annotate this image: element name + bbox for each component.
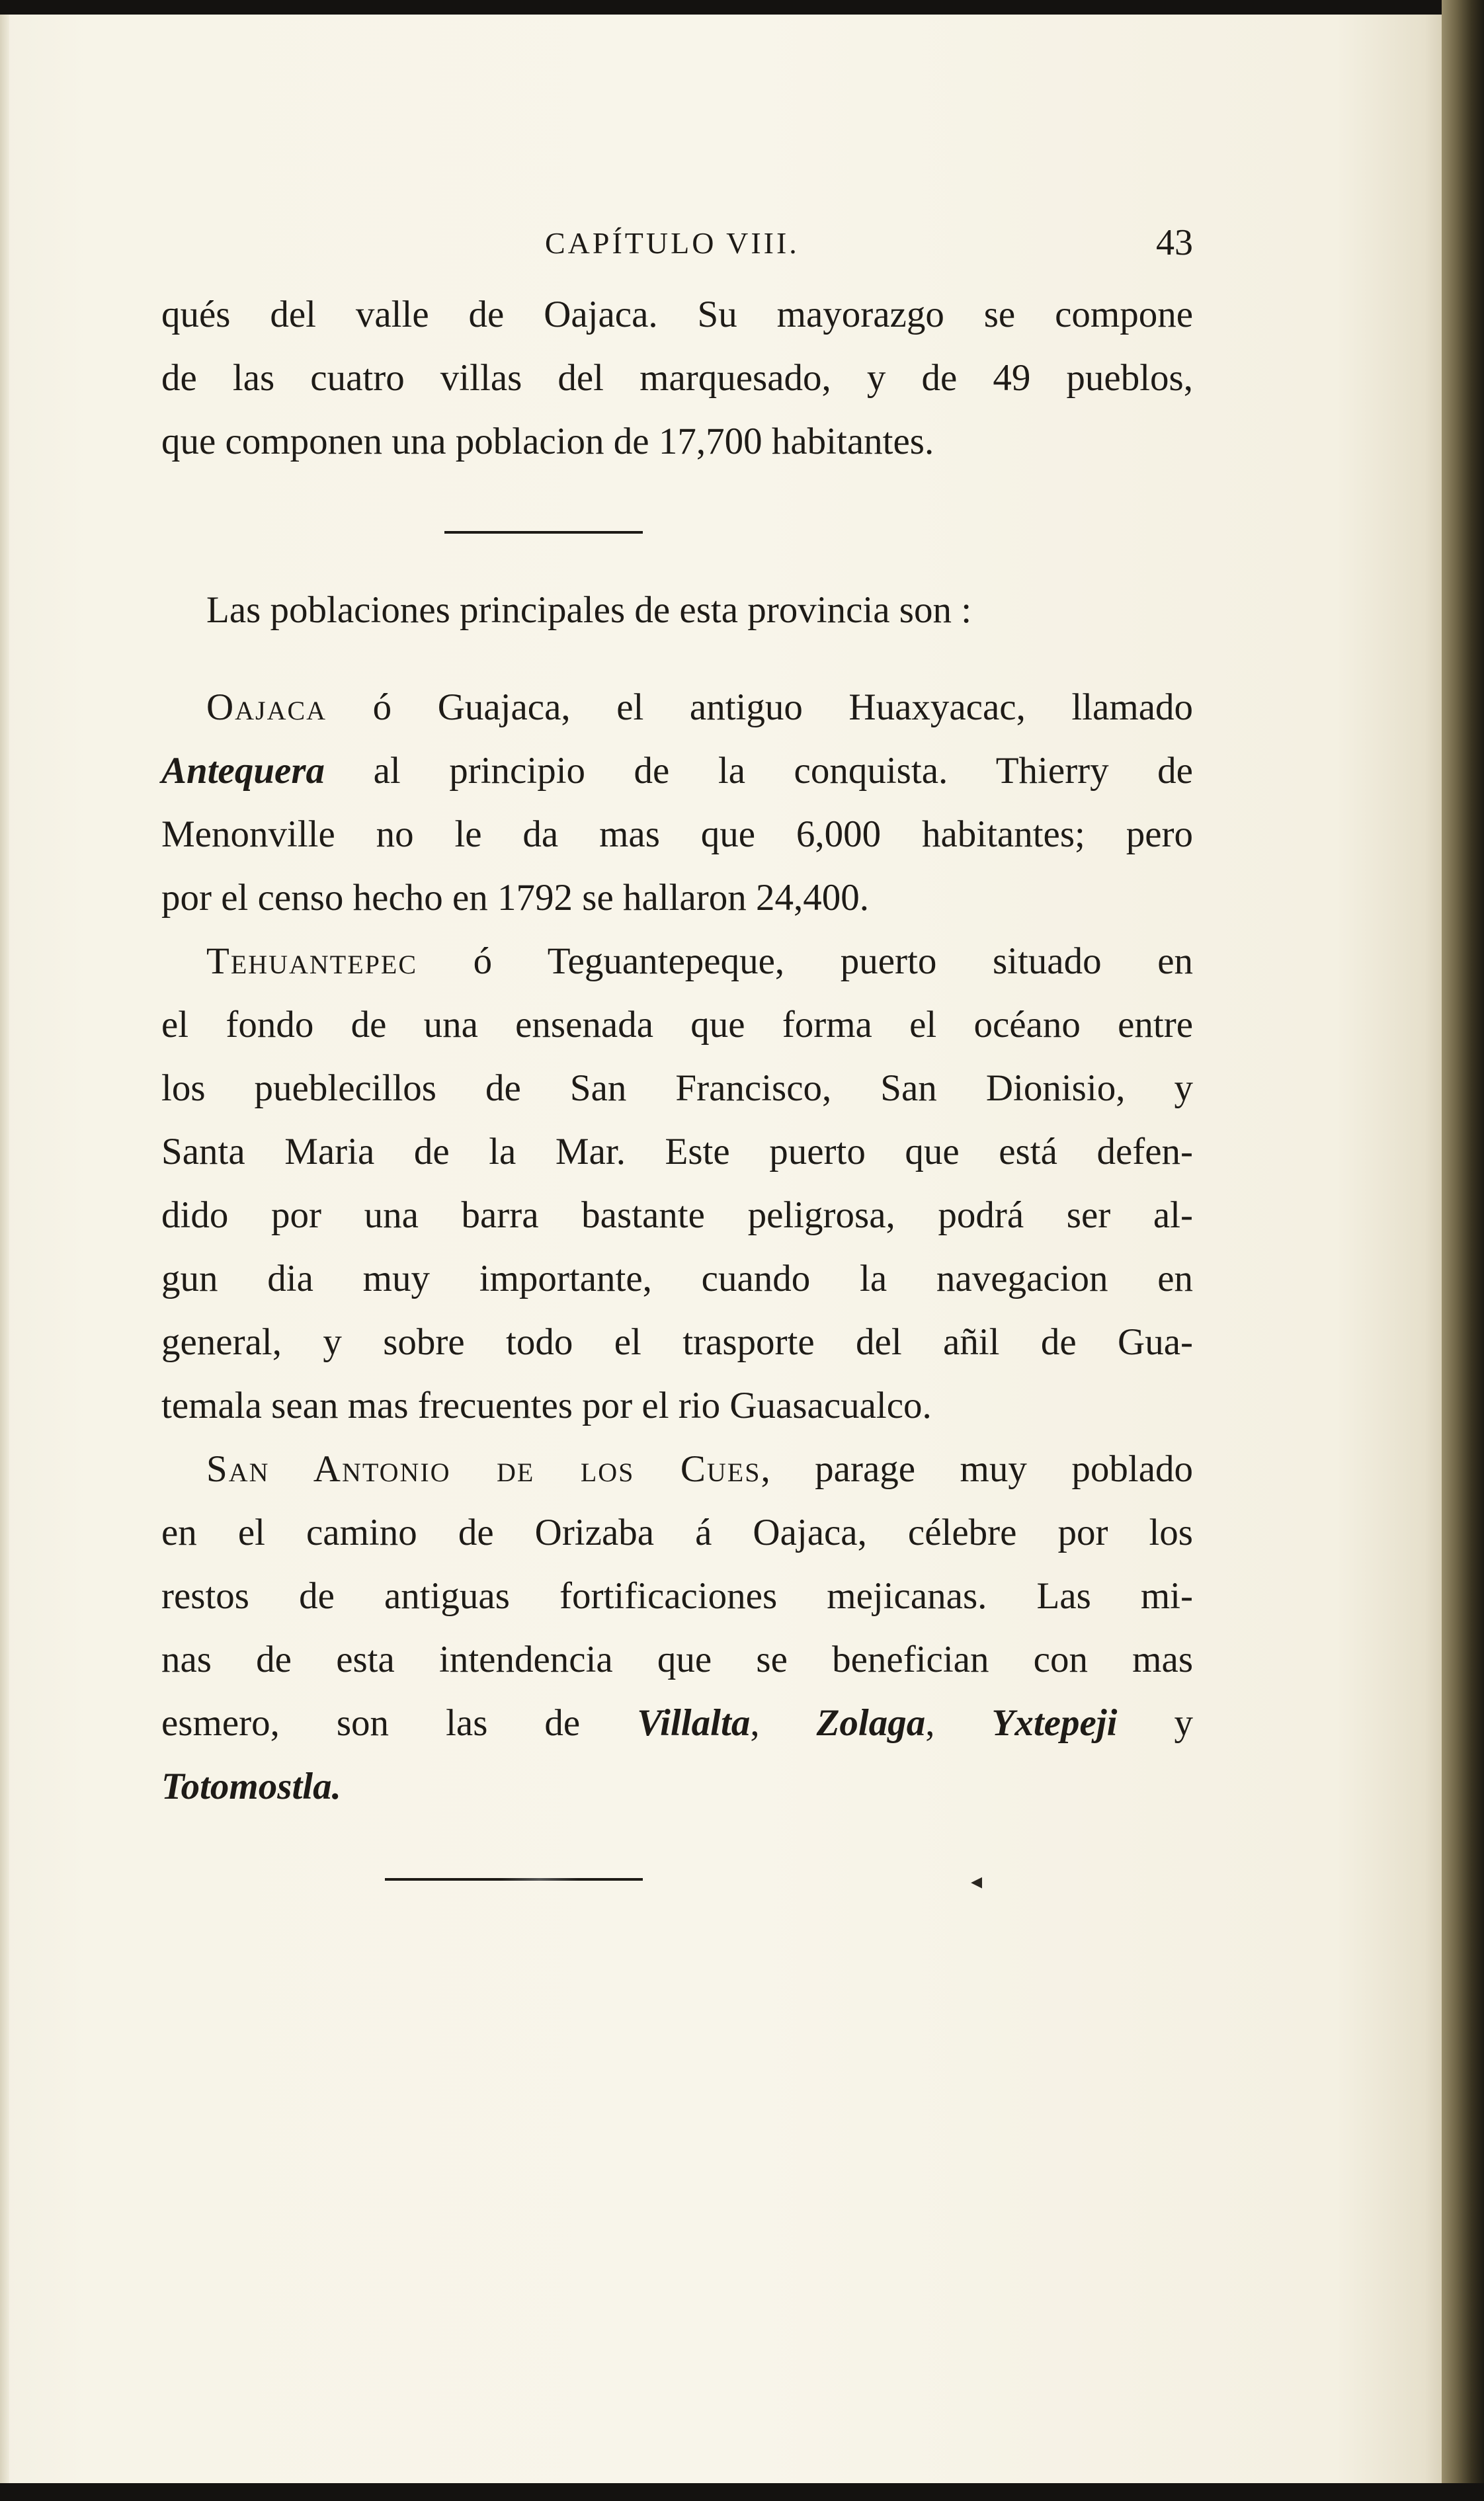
page-header: [161, 222, 1193, 268]
entry-tehuantepec-line: [161, 930, 1193, 993]
page-top-edge: [0, 0, 1484, 15]
mine-name: Yxtepeji: [991, 1702, 1118, 1744]
page-left-edge: [0, 0, 9, 2501]
page-number: 43: [1156, 222, 1193, 263]
ink-mark-icon: ◂: [971, 1869, 983, 1894]
text-line: por el censo hecho en 1792 se hallaron 24,400.: [161, 877, 870, 919]
text-line: general, y sobre todo el trasporte del añil de Gua-: [161, 1321, 1193, 1363]
text-run: ó Teguantepeque, puerto situado en: [417, 940, 1193, 982]
text-line: Menonville no le da mas que 6,000 habitantes; pero: [161, 813, 1193, 855]
entry-oajaca-line: [161, 676, 1193, 739]
text-line: restos de antiguas fortificaciones mejicanas. Las mi-: [161, 1575, 1193, 1617]
text-run: al principio de la conquista. Thierry de: [325, 750, 1193, 792]
page-bottom-edge: [0, 2483, 1484, 2501]
text-line: gun dia muy importante, cuando la navegacion en: [161, 1258, 1193, 1299]
text-line: que componen una poblacion de 17,700 habitantes.: [161, 421, 934, 462]
text-line: Santa Maria de la Mar. Este puerto que está defen-: [161, 1131, 1193, 1172]
text-line: dido por una barra bastante peligrosa, podrá ser al-: [161, 1194, 1193, 1236]
section-divider-rule: [444, 531, 643, 534]
mine-name: Villalta: [637, 1702, 751, 1744]
text-line: el fondo de una ensenada que forma el océano entre: [161, 1004, 1193, 1046]
running-head: CAPÍTULO VIII.: [545, 226, 800, 260]
intro-line: Las poblaciones principales de esta provincia son :: [206, 589, 972, 631]
place-name-san-antonio: San Antonio de los Cues: [206, 1448, 761, 1490]
text-line: los pueblecillos de San Francisco, San Dionisio, y: [161, 1067, 1193, 1109]
end-rule: [385, 1878, 643, 1881]
text-line: qués del valle de Oajaca. Su mayorazgo se compone: [161, 294, 1193, 335]
entry-san-antonio-line: [161, 1438, 1193, 1501]
text-line: temala sean mas frecuentes por el rio Guasacualco.: [161, 1385, 932, 1426]
text-line: esmero, son las de Villalta, Zolaga, Yxtepeji y: [161, 1702, 1194, 1744]
mine-name: Totomostla.: [161, 1766, 341, 1807]
text-line: [161, 1755, 1193, 1819]
mine-name: Zolaga: [816, 1702, 926, 1744]
text-run: , parage muy poblado: [761, 1448, 1193, 1490]
text-line: de las cuatro villas del marquesado, y de 49 pueblos,: [161, 357, 1193, 399]
text-line: [161, 739, 1193, 803]
text-run: y: [1174, 1702, 1194, 1744]
italic-term: Antequera: [161, 750, 325, 792]
text-line: nas de esta intendencia que se benefician con mas: [161, 1639, 1193, 1680]
book-spine-edge: [1442, 0, 1484, 2501]
text-run: esmero, son las de: [161, 1702, 638, 1744]
text-run: ó Guajaca, el antiguo Huaxyacac, llamado: [327, 686, 1193, 728]
place-name-tehuantepec: Tehuantepec: [206, 940, 418, 982]
text-line: en el camino de Orizaba á Oajaca, célebre por los: [161, 1512, 1193, 1553]
place-name-oajaca: Oajaca: [206, 686, 327, 728]
